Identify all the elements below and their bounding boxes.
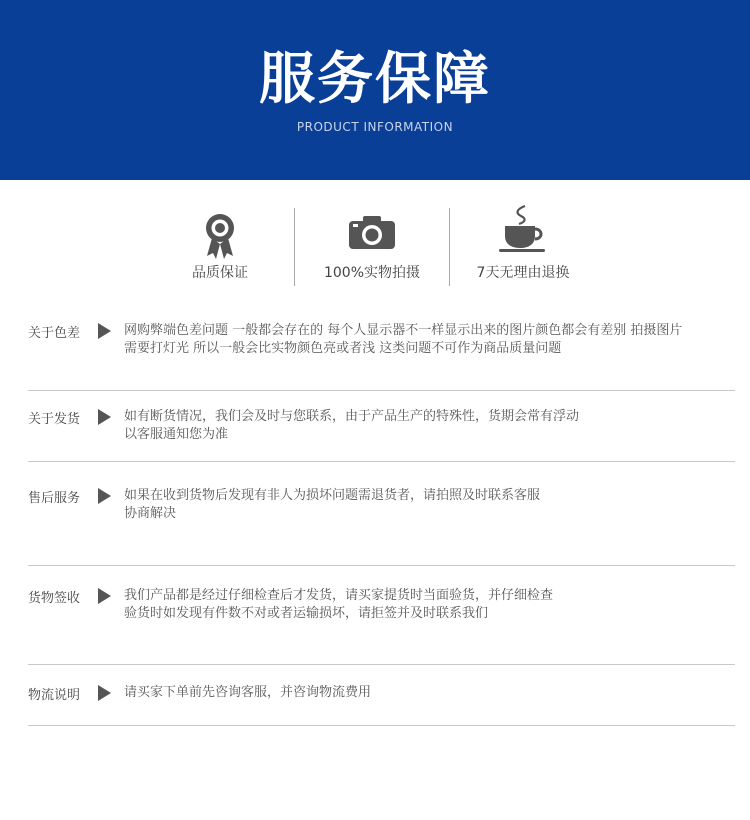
section-line: 需要打灯光 所以一般会比实物颜色亮或者浅 这类问题不可作为商品质量问题	[124, 341, 562, 356]
page-title: 服务保障	[259, 47, 491, 112]
section-title: 关于色差	[28, 326, 81, 341]
section-divider	[28, 664, 735, 665]
section-text	[124, 408, 734, 444]
section-title: 物流说明	[28, 688, 81, 703]
play-arrow-icon	[98, 323, 111, 339]
section-line: 协商解决	[124, 506, 177, 521]
section-line: 如有断货情况，我们会及时与您联系，由于产品生产的特殊性，货期会常有浮动	[124, 409, 580, 424]
section-line: 以客服通知您为准	[124, 427, 229, 442]
section-divider	[28, 390, 735, 391]
play-arrow-icon	[98, 409, 111, 425]
section-divider	[28, 461, 735, 462]
feature-real-photo	[297, 200, 447, 300]
feature-return	[448, 200, 598, 300]
header-banner	[0, 0, 750, 180]
camera-icon	[347, 212, 397, 252]
section-text	[124, 684, 734, 702]
feature-label: 7天无理由退换	[476, 265, 570, 281]
section-text	[124, 487, 734, 523]
feature-quality	[145, 200, 295, 300]
section-line: 我们产品都是经过仔细检查后才发货，请买家提货时当面验货，并仔细检查	[124, 588, 554, 603]
play-arrow-icon	[98, 588, 111, 604]
section-line: 请买家下单前先咨询客服，并咨询物流费用	[124, 685, 372, 700]
feature-divider	[449, 208, 450, 286]
section-line: 网购弊端色差问题 一般都会存在的 每个人显示器不一样显示出来的图片颜色都会有差别 拍摄图片	[124, 323, 683, 338]
feature-label: 品质保证	[192, 265, 248, 281]
service-features	[0, 200, 750, 300]
coffee-cup-icon	[495, 204, 551, 254]
section-title: 关于发货	[28, 412, 81, 427]
section-title: 货物签收	[28, 591, 81, 606]
section-divider	[28, 725, 735, 726]
section-line: 如果在收到货物后发现有非人为损坏问题需退货者，请拍照及时联系客服	[124, 488, 541, 503]
page-subtitle: PRODUCT INFORMATION	[296, 120, 454, 134]
feature-label: 100%实物拍摄	[323, 265, 421, 281]
feature-divider	[294, 208, 295, 286]
section-text	[124, 587, 734, 623]
section-divider	[28, 565, 735, 566]
play-arrow-icon	[98, 488, 111, 504]
section-title: 售后服务	[28, 491, 81, 506]
section-text	[124, 322, 734, 358]
award-ribbon-icon	[203, 212, 237, 260]
section-line: 验货时如发现有件数不对或者运输损坏，请拒签并及时联系我们	[124, 606, 489, 621]
play-arrow-icon	[98, 685, 111, 701]
